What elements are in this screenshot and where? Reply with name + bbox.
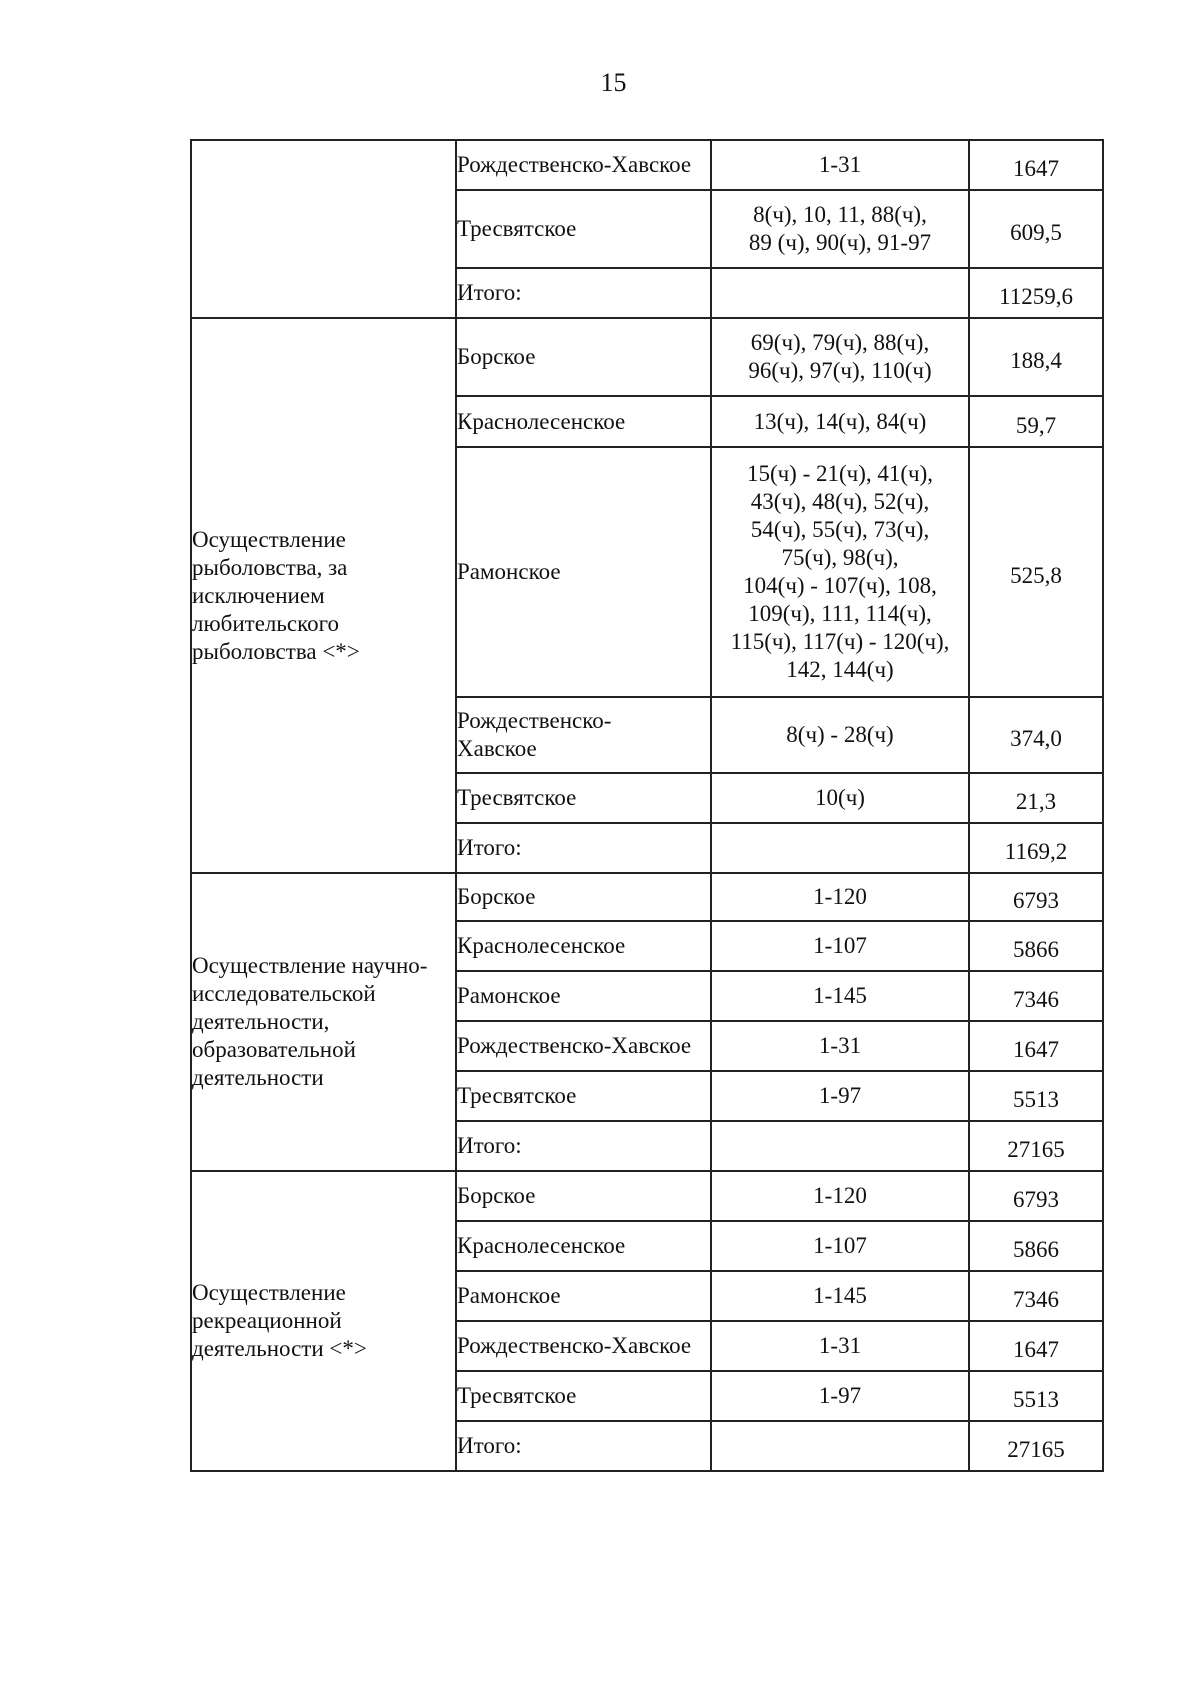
table-row (191, 1171, 1103, 1221)
area-cell: 1169,2 (969, 823, 1103, 873)
blocks-cell: 1-97 (711, 1071, 969, 1121)
area-cell: 188,4 (969, 318, 1103, 396)
table-row (191, 318, 1103, 396)
forestry-cell: Рождественско-Хавское (456, 140, 711, 190)
forestry-cell: Итого: (456, 823, 711, 873)
forestry-cell: Краснолесенское (456, 396, 711, 447)
activity-type-cell: Осуществление рыболовства, за исключением любительского рыболовства <*> (191, 318, 456, 873)
table-body (191, 140, 1103, 1471)
forestry-cell: Рамонское (456, 1271, 711, 1321)
blocks-cell: 1-107 (711, 921, 969, 971)
blocks-cell: 1-145 (711, 971, 969, 1021)
activity-type-cell: Осуществление научно- исследовательской деятельности, образовательной деятельности (191, 873, 456, 1171)
forestry-cell: Рождественско-Хавское (456, 1321, 711, 1371)
forestry-cell: Итого: (456, 1421, 711, 1471)
area-cell: 609,5 (969, 190, 1103, 268)
area-cell: 1647 (969, 1021, 1103, 1071)
blocks-cell (711, 268, 969, 318)
blocks-cell: 13(ч), 14(ч), 84(ч) (711, 396, 969, 447)
blocks-cell: 1-31 (711, 140, 969, 190)
forestry-cell: Краснолесенское (456, 921, 711, 971)
forestry-cell: Краснолесенское (456, 1221, 711, 1271)
blocks-cell: 1-97 (711, 1371, 969, 1421)
area-cell: 5866 (969, 1221, 1103, 1271)
blocks-cell: 1-145 (711, 1271, 969, 1321)
forestry-cell: Борское (456, 873, 711, 921)
blocks-cell: 1-120 (711, 873, 969, 921)
blocks-cell (711, 1121, 969, 1171)
area-cell: 5513 (969, 1071, 1103, 1121)
area-cell: 5866 (969, 921, 1103, 971)
area-cell: 11259,6 (969, 268, 1103, 318)
forestry-cell: Тресвятское (456, 1371, 711, 1421)
blocks-cell: 1-31 (711, 1021, 969, 1071)
forest-use-table (190, 139, 1104, 1472)
area-cell: 21,3 (969, 773, 1103, 823)
blocks-cell: 15(ч) - 21(ч), 41(ч), 43(ч), 48(ч), 52(ч), 54(ч), 55(ч), 73(ч), 75(ч), 98(ч), 104(ч) - 107(ч), 108, 109(ч), 111, 114(ч), 115(ч), 117(ч) - 120(ч), 142, 144(ч) (711, 447, 969, 697)
blocks-cell: 1-31 (711, 1321, 969, 1371)
area-cell: 59,7 (969, 396, 1103, 447)
blocks-cell: 8(ч) - 28(ч) (711, 697, 969, 773)
blocks-cell: 69(ч), 79(ч), 88(ч), 96(ч), 97(ч), 110(ч) (711, 318, 969, 396)
blocks-cell: 10(ч) (711, 773, 969, 823)
forestry-cell: Тресвятское (456, 773, 711, 823)
area-cell: 7346 (969, 1271, 1103, 1321)
blocks-cell (711, 1421, 969, 1471)
forestry-cell: Тресвятское (456, 1071, 711, 1121)
activity-type-cell (191, 140, 456, 318)
forestry-cell: Итого: (456, 268, 711, 318)
forestry-cell: Тресвятское (456, 190, 711, 268)
area-cell: 7346 (969, 971, 1103, 1021)
area-cell: 27165 (969, 1421, 1103, 1471)
area-cell: 5513 (969, 1371, 1103, 1421)
blocks-cell (711, 823, 969, 873)
forestry-cell: Рождественско- Хавское (456, 697, 711, 773)
forestry-cell: Рамонское (456, 971, 711, 1021)
page-number: 15 (600, 68, 627, 97)
area-cell: 525,8 (969, 447, 1103, 697)
table-row (191, 140, 1103, 190)
forestry-cell: Рождественско-Хавское (456, 1021, 711, 1071)
forestry-cell: Итого: (456, 1121, 711, 1171)
blocks-cell: 1-120 (711, 1171, 969, 1221)
forestry-cell: Борское (456, 318, 711, 396)
blocks-cell: 1-107 (711, 1221, 969, 1271)
area-cell: 1647 (969, 140, 1103, 190)
area-cell: 6793 (969, 1171, 1103, 1221)
area-cell: 27165 (969, 1121, 1103, 1171)
area-cell: 6793 (969, 873, 1103, 921)
forestry-cell: Борское (456, 1171, 711, 1221)
area-cell: 374,0 (969, 697, 1103, 773)
activity-type-cell: Осуществление рекреационной деятельности <*> (191, 1171, 456, 1471)
forestry-cell: Рамонское (456, 447, 711, 697)
area-cell: 1647 (969, 1321, 1103, 1371)
blocks-cell: 8(ч), 10, 11, 88(ч), 89 (ч), 90(ч), 91-97 (711, 190, 969, 268)
table-row (191, 873, 1103, 921)
